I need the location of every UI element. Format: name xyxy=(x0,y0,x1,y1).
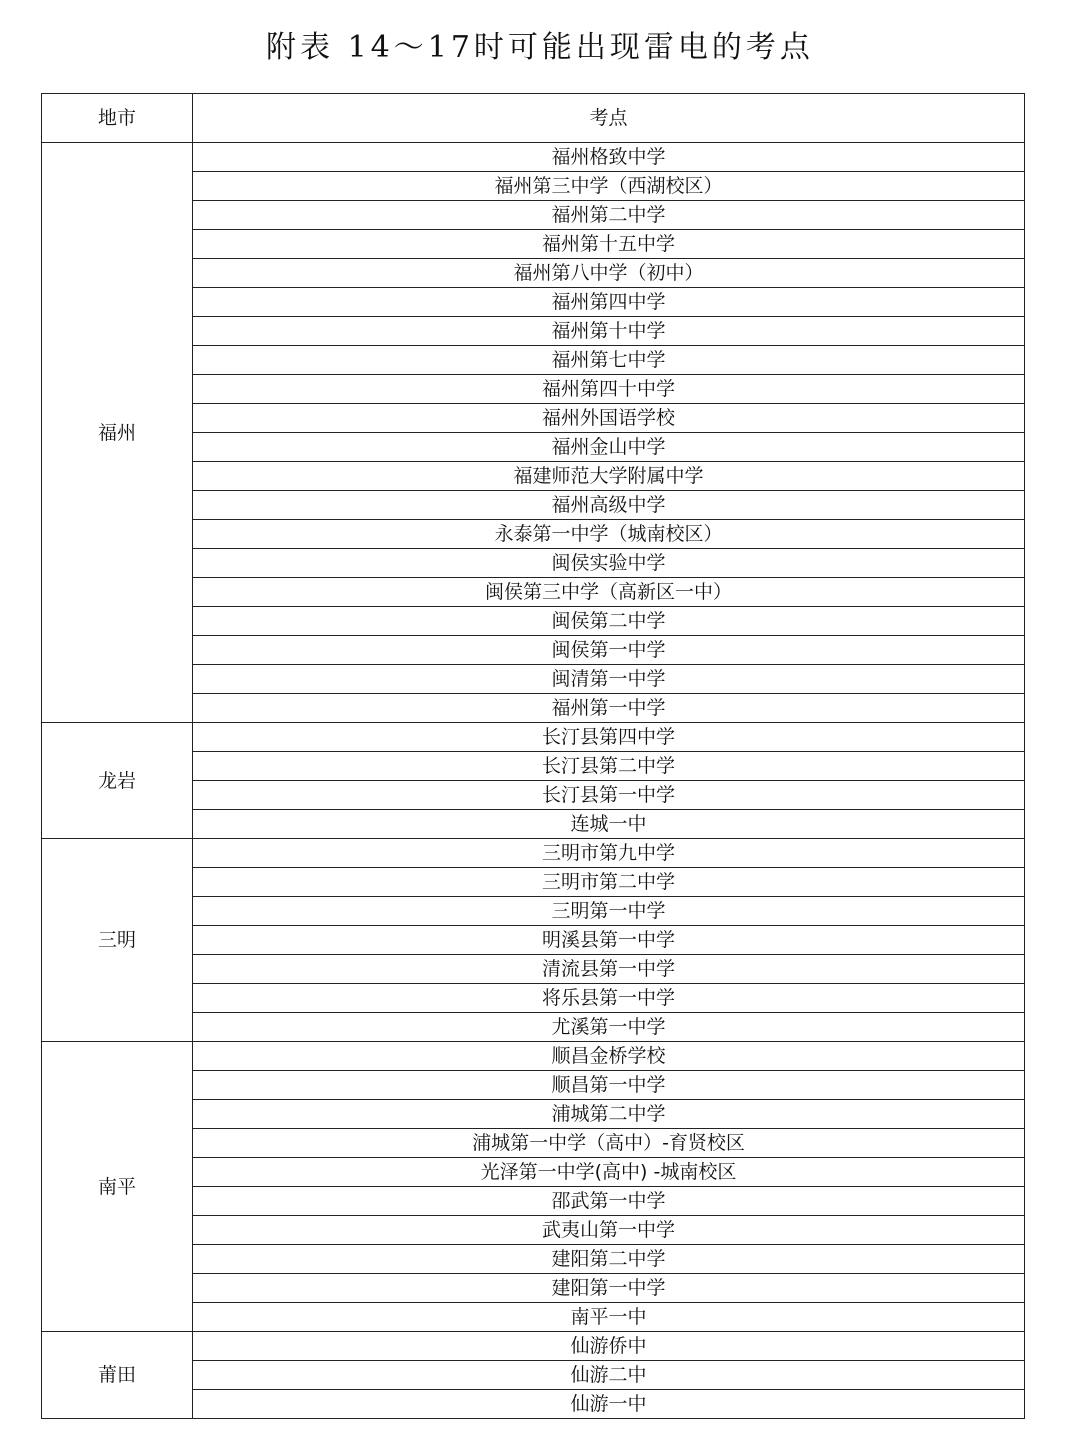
site-cell: 福州第十中学 xyxy=(193,317,1025,346)
site-cell: 建阳第二中学 xyxy=(193,1245,1025,1274)
site-cell: 浦城第一中学（高中）-育贤校区 xyxy=(193,1129,1025,1158)
table-row xyxy=(42,143,1025,172)
site-cell: 尤溪第一中学 xyxy=(193,1013,1025,1042)
table-body xyxy=(42,143,1025,1419)
site-cell: 闽侯第三中学（高新区一中） xyxy=(193,578,1025,607)
table-header-row xyxy=(42,94,1025,143)
site-cell: 顺昌金桥学校 xyxy=(193,1042,1025,1071)
site-cell: 三明市第九中学 xyxy=(193,839,1025,868)
site-cell: 福州第十五中学 xyxy=(193,230,1025,259)
site-cell: 长汀县第一中学 xyxy=(193,781,1025,810)
site-cell: 光泽第一中学(高中) -城南校区 xyxy=(193,1158,1025,1187)
table-row xyxy=(42,839,1025,868)
site-cell: 福州第三中学（西湖校区） xyxy=(193,172,1025,201)
city-cell: 龙岩 xyxy=(42,723,193,839)
site-cell: 将乐县第一中学 xyxy=(193,984,1025,1013)
site-cell: 闽侯实验中学 xyxy=(193,549,1025,578)
city-cell: 南平 xyxy=(42,1042,193,1332)
site-cell: 福州第四十中学 xyxy=(193,375,1025,404)
site-cell: 建阳第一中学 xyxy=(193,1274,1025,1303)
site-cell: 三明第一中学 xyxy=(193,897,1025,926)
site-cell: 闽清第一中学 xyxy=(193,665,1025,694)
site-cell: 福州格致中学 xyxy=(193,143,1025,172)
site-cell: 闽侯第二中学 xyxy=(193,607,1025,636)
header-site: 考点 xyxy=(193,94,1025,143)
site-cell: 福州第一中学 xyxy=(193,694,1025,723)
site-cell: 仙游二中 xyxy=(193,1361,1025,1390)
site-cell: 南平一中 xyxy=(193,1303,1025,1332)
site-cell: 福州高级中学 xyxy=(193,491,1025,520)
site-cell: 武夷山第一中学 xyxy=(193,1216,1025,1245)
site-cell: 福州第四中学 xyxy=(193,288,1025,317)
header-city: 地市 xyxy=(42,94,193,143)
site-cell: 顺昌第一中学 xyxy=(193,1071,1025,1100)
table-row xyxy=(42,1042,1025,1071)
table-row xyxy=(42,723,1025,752)
exam-sites-table xyxy=(41,93,1025,1419)
site-cell: 浦城第二中学 xyxy=(193,1100,1025,1129)
city-cell: 三明 xyxy=(42,839,193,1042)
site-cell: 仙游侨中 xyxy=(193,1332,1025,1361)
site-cell: 福州第八中学（初中） xyxy=(193,259,1025,288)
site-cell: 闽侯第一中学 xyxy=(193,636,1025,665)
site-cell: 长汀县第四中学 xyxy=(193,723,1025,752)
site-cell: 仙游一中 xyxy=(193,1390,1025,1419)
site-cell: 清流县第一中学 xyxy=(193,955,1025,984)
site-cell: 三明市第二中学 xyxy=(193,868,1025,897)
site-cell: 福州金山中学 xyxy=(193,433,1025,462)
site-cell: 福建师范大学附属中学 xyxy=(193,462,1025,491)
site-cell: 邵武第一中学 xyxy=(193,1187,1025,1216)
site-cell: 福州第七中学 xyxy=(193,346,1025,375)
site-cell: 福州外国语学校 xyxy=(193,404,1025,433)
site-cell: 福州第二中学 xyxy=(193,201,1025,230)
city-cell: 福州 xyxy=(42,143,193,723)
table-row xyxy=(42,1332,1025,1361)
site-cell: 长汀县第二中学 xyxy=(193,752,1025,781)
site-cell: 永泰第一中学（城南校区） xyxy=(193,520,1025,549)
site-cell: 明溪县第一中学 xyxy=(193,926,1025,955)
site-cell: 连城一中 xyxy=(193,810,1025,839)
city-cell: 莆田 xyxy=(42,1332,193,1419)
page-title: 附表 14～17时可能出现雷电的考点 xyxy=(266,30,814,65)
